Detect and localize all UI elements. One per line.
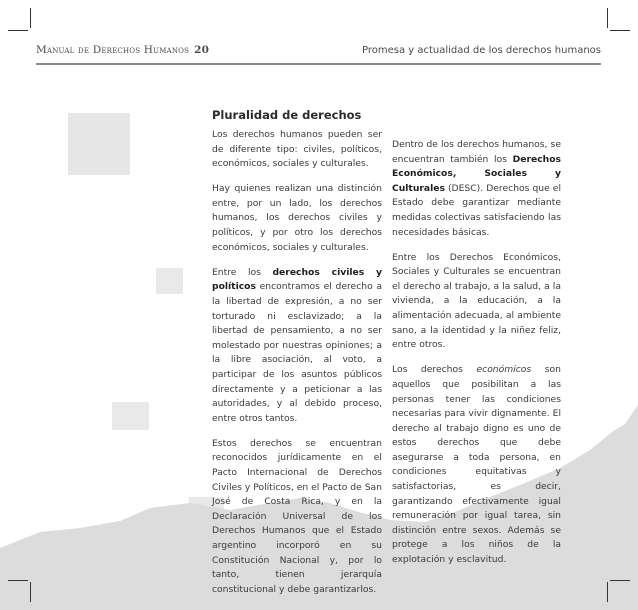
crop-mark xyxy=(30,582,31,602)
running-header-left xyxy=(36,44,209,56)
crop-mark xyxy=(30,8,31,28)
page-number: 20 xyxy=(194,44,210,56)
decor-square-1 xyxy=(68,113,130,175)
text-run: son aquellos que posibilitan a las personas tener las condiciones necesarias para vivir dignamente. El derecho al trabajo digno es uno de estos derechos que debe asegurarse a toda persona, en condiciones equitativas y satisfactorias, es decir, garantizando efectivamente igual remuneración por igual tarea, sin distinción entre sexos. Además se protege a los niños de la explotación y esclavitud. xyxy=(392,364,562,566)
section-title: Pluralidad de derechos xyxy=(212,108,362,122)
paragraph xyxy=(392,363,561,567)
crop-mark xyxy=(610,580,630,581)
crop-mark xyxy=(8,580,28,581)
paragraph xyxy=(212,266,382,427)
paragraph xyxy=(392,138,561,240)
paragraph: Los derechos humanos pueden ser de diferente tipo: civiles, políticos, económicos, sociales y culturales. xyxy=(212,129,382,170)
bold-term: derechos civiles y políticos xyxy=(212,266,383,293)
text-column-1 xyxy=(212,128,382,608)
paragraph: Hay quienes realizan una distinción entre, por un lado, los derechos humanos, los derechos civiles y políticos, y por otro los derechos económicos, sociales y culturales. xyxy=(212,183,382,253)
bold-term: Derechos Económicos, Sociales y Culturales xyxy=(392,153,561,194)
text-run: Dentro de los derechos humanos, se encuentran también los xyxy=(392,139,561,165)
text-run: Los derechos xyxy=(392,364,477,376)
text-run: Entre los xyxy=(212,266,273,278)
header-rule xyxy=(36,63,601,65)
crop-mark xyxy=(607,582,608,602)
text-column-2 xyxy=(392,138,561,578)
italic-term: económicos xyxy=(476,364,532,376)
decor-square-2 xyxy=(156,268,183,294)
decor-square-3 xyxy=(112,402,149,430)
text-run: (DESC). Derechos que el Estado debe garantizar mediante medidas colectivas satisfaciendo las necesidades básicas. xyxy=(392,182,561,238)
paragraph: Entre los Derechos Económicos, Sociales y Culturales se encuentran el derecho al trabajo, a la salud, a la vivienda, a la educación, a la alimentación adecuada, al ambiente sano, a la identidad y la niñez feliz, entre otros. xyxy=(392,251,561,351)
crop-mark xyxy=(607,8,608,28)
text-run: encontramos el derecho a la libertad de expresión, a no ser torturado ni esclavizado; a la libertad de pensamiento, a no ser molestado por nuestras opiniones; a la libre asociación, al voto, a participar de los asuntos públicos directamente y a peticionar a las autoridades, y al debido proceso, entre otros tantos. xyxy=(212,281,382,424)
book-title: Manual de Derechos Humanos xyxy=(36,44,190,56)
crop-mark xyxy=(8,30,28,31)
paragraph: Estos derechos se encuentran reconocidos jurídicamente en el Pacto Internacional de Derechos Civiles y Políticos, en el Pacto de San José de Costa Rica, y en la Declaración Universal de los Derechos Humanos que el Estado argentino incorporó en su Constitución Nacional y, por lo tanto, tienen jerarquía constitucional y debe garantizarlos. xyxy=(212,437,382,595)
crop-mark xyxy=(610,30,630,31)
running-header-right: Promesa y actualidad de los derechos humanos xyxy=(361,45,601,56)
